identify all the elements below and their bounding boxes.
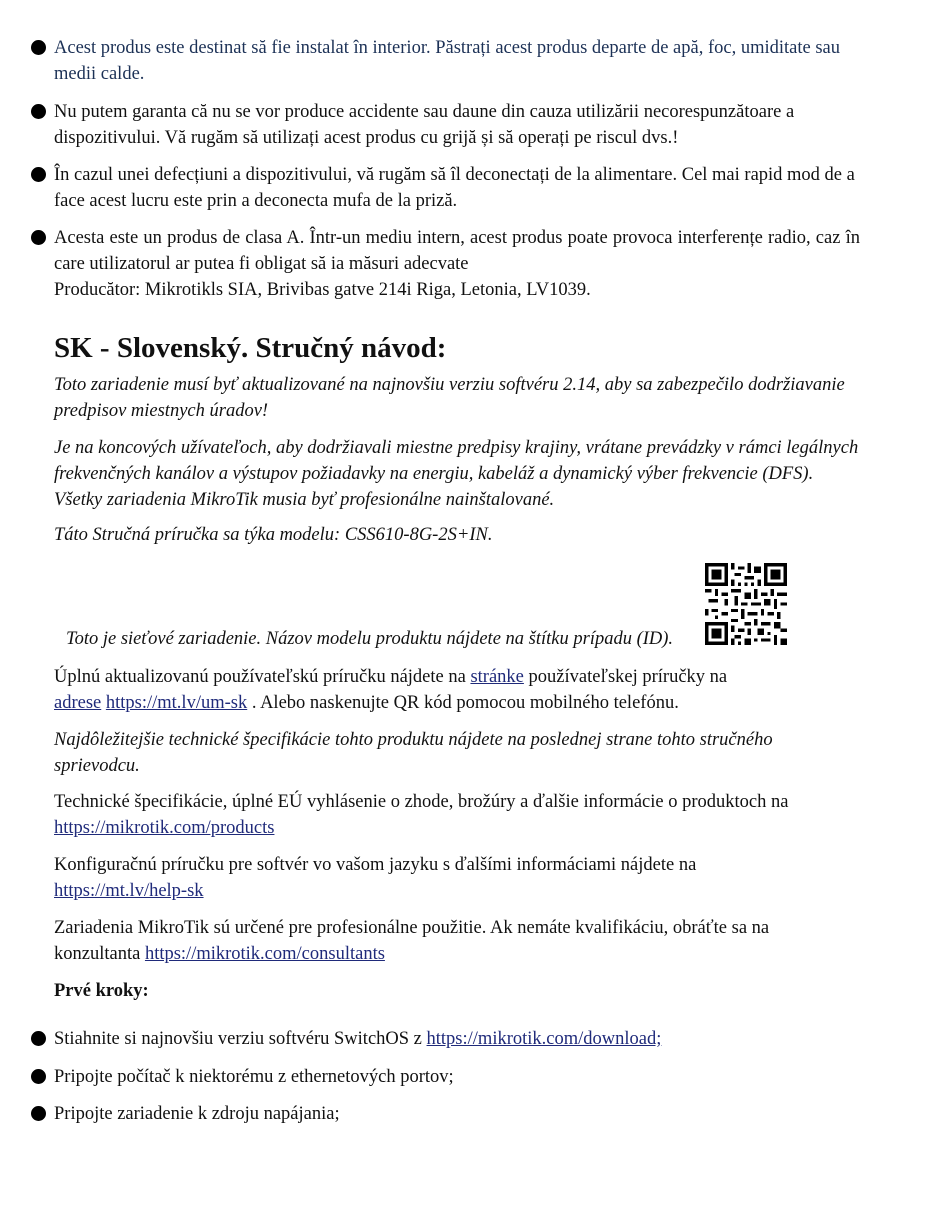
manual-text-1: Úplnú aktualizovanú používateľskú príručku nájdete na: [54, 667, 471, 687]
bullet-icon: [31, 1031, 46, 1046]
step-1-text: Stiahnite si najnovšiu verziu softvéru SwitchOS z: [54, 1029, 427, 1049]
ro-bullet-defect: În cazul unei defecțiuni a dispozitivului, vă rugăm să îl deconectați de la alimentare. Cel mai rapid mod de a face acest lucru este prin a deconecta mufa de la priză.: [54, 165, 855, 211]
consultants-link[interactable]: https://mikrotik.com/consultants: [144, 944, 385, 964]
list-item: [54, 1101, 860, 1127]
list-item: [54, 1026, 860, 1052]
sk-users-notice: Je na koncových užívateľoch, aby dodržiavali miestne predpisy krajiny, vrátane prevádzky v rámci legálnych frekvenčných kanálov a výstupov požiadavky na energiu, kabeláž a dynamický výber frekvencie (DFS). Všetky zariadenia MikroTik musia byť profesionálne nainštalované.: [54, 438, 859, 510]
manual-text-2: používateľskej príručky na: [523, 667, 728, 687]
list-item: [54, 162, 860, 214]
download-link[interactable]: https://mikrotik.com/download;: [426, 1029, 662, 1049]
help-link[interactable]: https://mt.lv/help-sk: [54, 881, 204, 901]
first-steps-heading: Prvé kroky:: [54, 981, 149, 1001]
sk-heading: SK - Slovenský. Stručný návod:: [54, 332, 447, 364]
sk-manual-paragraph: [54, 664, 754, 716]
step-2-text: Pripojte počítač k niektorému z ethernetových portov;: [54, 1067, 454, 1087]
sk-device-notice: Toto je sieťové zariadenie. Názov modelu produktu nájdete na štítku prípadu (ID).: [66, 629, 674, 649]
manual-link-url[interactable]: https://mt.lv/um-sk: [105, 693, 248, 713]
sk-consult-paragraph: [54, 915, 824, 967]
list-item: [54, 35, 860, 87]
bullet-icon: [31, 1106, 46, 1121]
list-item: [54, 225, 860, 277]
bullet-icon: [31, 230, 46, 245]
sk-specs-paragraph: [54, 789, 814, 841]
step-3-text: Pripojte zariadenie k zdroju napájania;: [54, 1104, 340, 1124]
qr-code-icon: [705, 563, 787, 645]
ro-bullet-indoor: Acest produs este destinat să fie instalat în interior. Păstrați acest produs departe de apă, foc, umiditate sau medii calde.: [54, 38, 841, 84]
products-link[interactable]: https://mikrotik.com/products: [54, 818, 275, 838]
bullet-icon: [31, 1069, 46, 1084]
sk-specs-italic: Najdôležitejšie technické špecifikácie tohto produktu nájdete na poslednej strane tohto stručného sprievodcu.: [54, 730, 773, 776]
manual-link-address[interactable]: adrese: [54, 693, 102, 713]
config-text: Konfiguračnú príručku pre softvér vo vašom jazyku s ďalšími informáciami nájdete na: [54, 855, 697, 875]
consult-text: Zariadenia MikroTik sú určené pre profesionálne použitie. Ak nemáte kvalifikáciu, obráťte sa na konzultanta: [54, 918, 770, 964]
manual-link-page[interactable]: stránke: [470, 667, 524, 687]
sk-update-notice: Toto zariadenie musí byť aktualizované na najnovšiu verziu softvéru 2.14, aby sa zabezpečilo dodržiavanie predpisov miestnych úradov!: [54, 375, 845, 421]
ro-bullet-class-a: Acesta este un produs de clasa A. Într-un mediu intern, acest produs poate provoca interferențe radio, caz în care utilizatorul ar putea fi obligat să ia măsuri adecvate: [54, 228, 860, 274]
list-item: [54, 99, 860, 151]
specs-text: Technické špecifikácie, úplné EÚ vyhlásenie o zhode, brožúry a ďalšie informácie o produktoch na: [54, 792, 789, 812]
list-item: [54, 1064, 860, 1090]
bullet-icon: [31, 167, 46, 182]
ro-bullet-warranty: Nu putem garanta că nu se vor produce accidente sau daune din cauza utilizării necorespunzătoare a dispozitivului. Vă rugăm să utilizați acest produs cu grijă și să operați pe riscul dvs.!: [54, 102, 795, 148]
manual-text-4: . Alebo naskenujte QR kód pomocou mobilného telefónu.: [247, 693, 679, 713]
bullet-icon: [31, 40, 46, 55]
ro-producer: Producător: Mikrotikls SIA, Brivibas gatve 214i Riga, Letonia, LV1039.: [54, 280, 591, 300]
sk-model-notice: Táto Stručná príručka sa týka modelu: CSS610-8G-2S+IN.: [54, 525, 493, 545]
sk-config-paragraph: [54, 852, 734, 904]
bullet-icon: [31, 104, 46, 119]
